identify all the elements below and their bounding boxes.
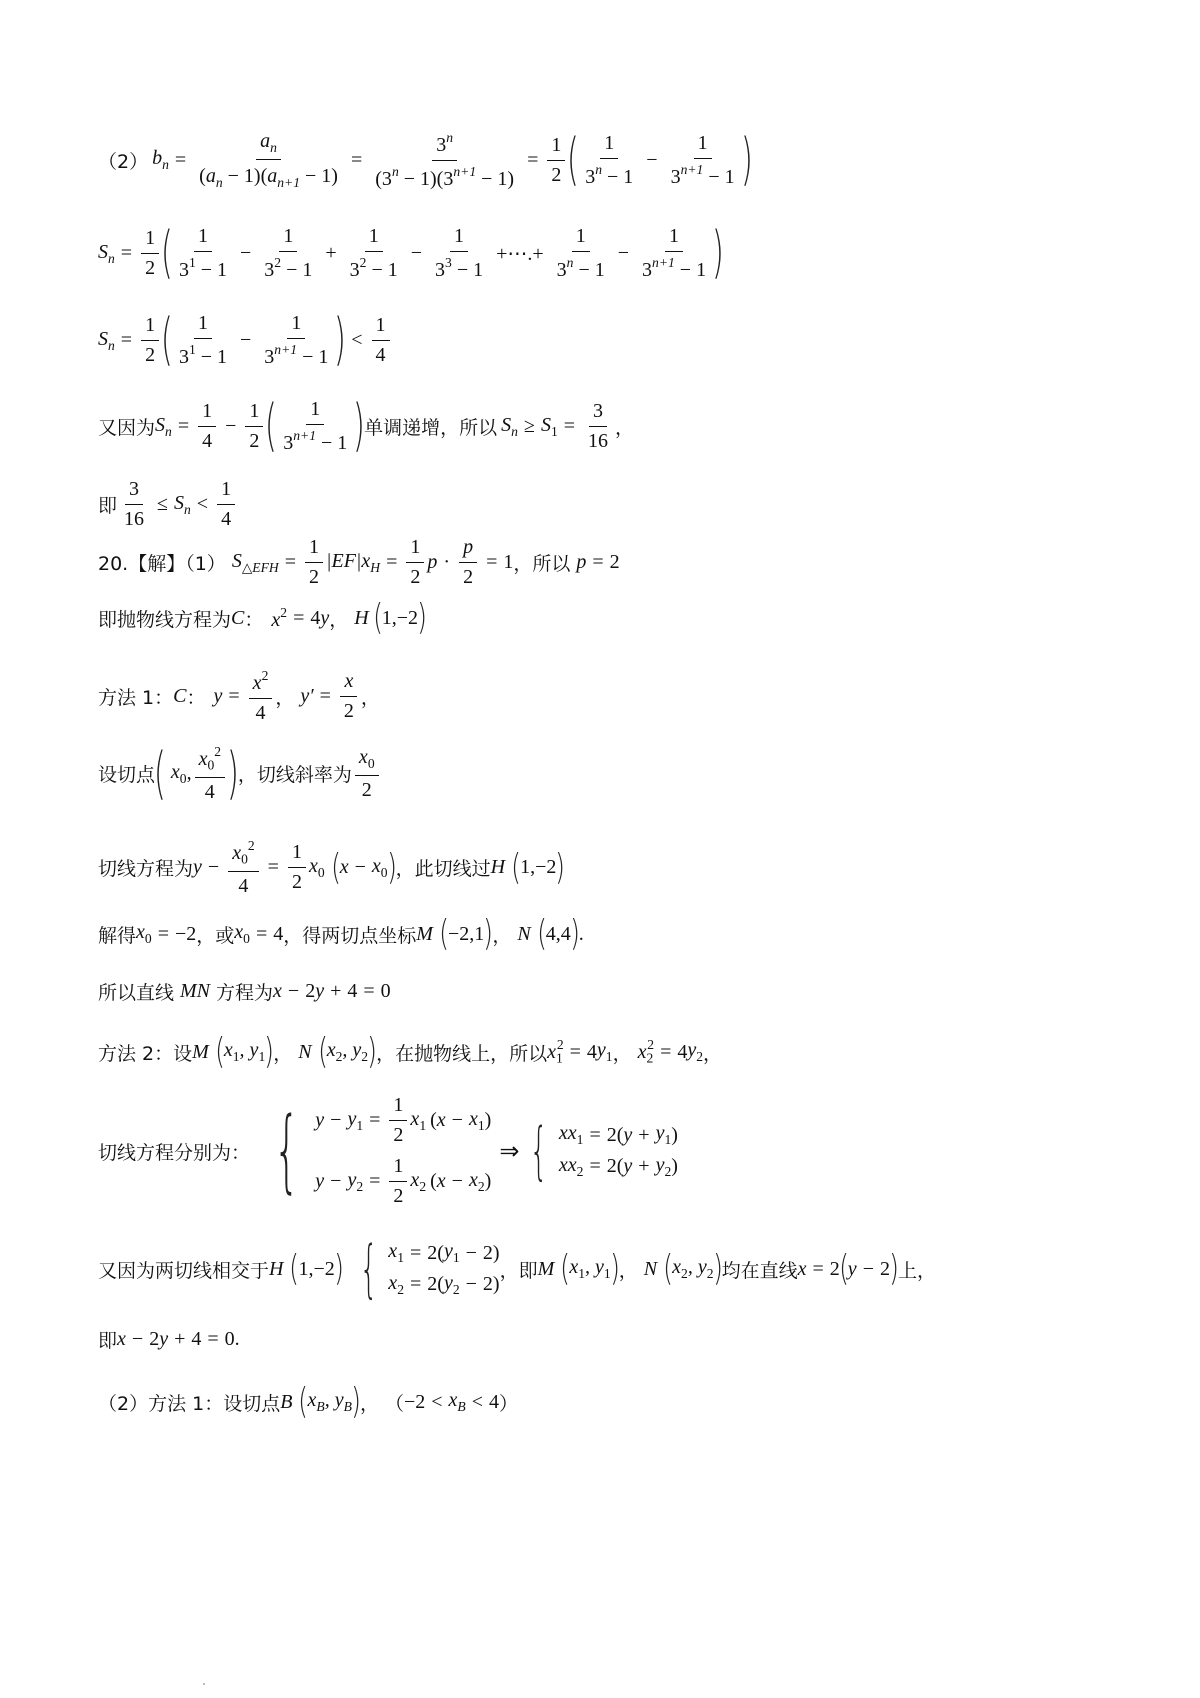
method2-line: 方法 2：设 M ( $x_1$, $y_1$ ) ， N ( $x_2$, $y_2$ ) ，在抛物线上，所以 $x_1^2$ = 4 $y_1$ ， $x_2^2$ = 4 $y_2$ ， — [98, 1031, 723, 1072]
eq-monotone: 又因为 $S_n$ = $\frac{1}{4}$ − $\frac{1}{2}$ ( $\frac{1}{3^{n+1} - 1}$ ) 单调递增，所以 $S_n$ ≥ $S_1$ = $\frac{3}{16}$ ， — [98, 393, 635, 459]
fraction: $\frac{3^n}{(3^n - 1)(3^{n+1} - 1)}$ — [375, 130, 515, 190]
tangent-equation-line: 切线方程为 y − $\frac{x_0^2}{4}$ = $\frac{1}{2}$ $x_0$ ( x − $x_0$ ) ，此切线过 H ( 1,−2 ) — [98, 838, 566, 897]
parabola-line: 即抛物线方程为 C ： $x^2$ = 4 y ， H ( 1,−2 ) — [98, 597, 427, 638]
eq-sn-telescoped: $S_n$ = $\frac{1}{2}$ ( $\frac{1}{3^1 - 1}$ − $\frac{1}{3^{n+1} - 1}$ ) < $\frac{1}{4}$ — [98, 312, 393, 369]
tangent-point-line: 设切点 ( $x_0$ , $\frac{x_0^2}{4}$ ) ，切线斜率为 $\frac{x_0}{2}$ — [98, 744, 382, 804]
part2-method1-line: （2）方法 1：设切点 B ( $x_B$, $y_B$ ) ， （ −2 < $x_B$ < 4 ） — [98, 1381, 519, 1422]
method1-line: 方法 1： C ： y = $\frac{x^2}{4}$ ， y′ = $\frac{x}{2}$ ， — [98, 668, 380, 724]
solve-line: 解得 $x_0$ = −2 ，或 $x_0$ = 4 ，得两切点坐标 M ( −2,1 ) ， N ( 4,4 ) . — [98, 913, 584, 954]
intersect-line: 又因为两切线相交于 H ( 1,−2 ) { $x_1$ = 2( $y_1$ − 2) $x_2$ = 2( $y_2$ − 2) ，即 M ( $x_1$, $y_1$ ) ， N ( $x_2$, $y_2$ ) 均在直线 x = 2 ( y − 2 ) 上， — [98, 1232, 937, 1305]
final-line: 即 x − 2 y + 4 = 0. — [98, 1328, 240, 1352]
eq-conclusion: 即 $\frac{3}{16}$ ≤ $S_n$ < $\frac{1}{4}$ — [98, 478, 238, 531]
tangent-system-line: 切线方程分别为： { y − $y_1$ = $\frac{1}{2}$ $x_1$ ( x − $x_1$ ) y − $y_2$ = $\frac{1}{2}$ $x_2$ ( x − $x_2$ ) ⇒ { $xx_1$ = 2( y + $y_1$ ) $xx_2$ = 2( y + $y_2$ ) — [98, 1094, 678, 1207]
scan-dot — [203, 1683, 205, 1685]
line-mn: 所以直线 MN 方程为 x − 2 y + 4 = 0 — [98, 980, 391, 1004]
fraction: $\frac{a_n}{(a_n - 1)(a_{n+1} - 1)}$ — [199, 130, 338, 190]
eq-bn-line: （2） $b_n$ = $\frac{a_n}{(a_n - 1)(a_{n+1} - 1)}$ = $\frac{3^n}{(3^n - 1)(3^{n+1} - 1)}$ = $\frac{1}{2}$ ( $\frac{1}{3^n - 1}$ − $\frac{1}{3^{n+1} - 1}$ ) — [98, 127, 753, 193]
part2-label: （2） — [98, 150, 149, 173]
problem-20-line: 20.【解】（1） $S_{\triangle EFH}$ = $\frac{1}{2}$ $|EF|x_H$ = $\frac{1}{2}$ p · $\frac{p}{2}$ = 1 ，所以 p = 2 — [98, 536, 620, 588]
eq-sn-expanded: $S_n$ = $\frac{1}{2}$ ( $\frac{1}{3^1 - 1}$ − $\frac{1}{3^2 - 1}$ + $\frac{1}{3^2 - 1}$ − $\frac{1}{3^3 - 1}$ +⋯.+ $\frac{1}{3^n - 1}$ − $\frac{1}{3^{n+1} - 1}$ ) — [98, 220, 725, 286]
